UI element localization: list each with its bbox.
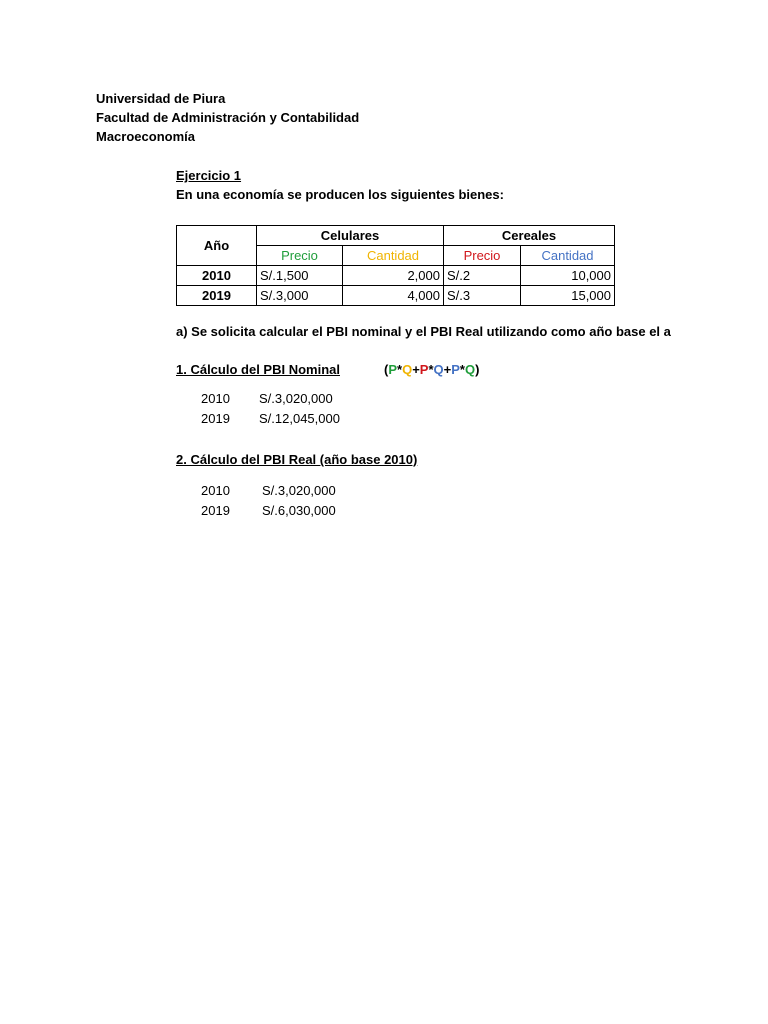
university-name: Universidad de Piura bbox=[96, 91, 226, 106]
nominal-heading: 1. Cálculo del PBI Nominal bbox=[176, 362, 340, 377]
celulares-cantidad-cell: 4,000 bbox=[343, 286, 444, 306]
table-header-row bbox=[177, 226, 615, 246]
cereales-cantidad-cell: 10,000 bbox=[521, 266, 615, 286]
real-year-2010: 2010 bbox=[201, 483, 230, 498]
course-name: Macroeconomía bbox=[96, 129, 195, 144]
nominal-year-2019: 2019 bbox=[201, 411, 230, 426]
celulares-cantidad-cell: 2,000 bbox=[343, 266, 444, 286]
nominal-year-2010: 2010 bbox=[201, 391, 230, 406]
cereales-precio-cell: S/.3 bbox=[444, 286, 521, 306]
row-year: 2010 bbox=[177, 266, 257, 286]
real-year-2019: 2019 bbox=[201, 503, 230, 518]
celulares-cantidad-header: Cantidad bbox=[343, 246, 444, 266]
celulares-precio-header: Precio bbox=[257, 246, 343, 266]
celulares-precio-cell: S/.1,500 bbox=[257, 266, 343, 286]
row-year: 2019 bbox=[177, 286, 257, 306]
celulares-precio-cell: S/.3,000 bbox=[257, 286, 343, 306]
real-value-2019: S/.6,030,000 bbox=[262, 503, 336, 518]
exercise-intro: En una economía se producen los siguientes bienes: bbox=[176, 187, 504, 202]
table-row bbox=[177, 286, 615, 306]
nominal-value-2019: S/.12,045,000 bbox=[259, 411, 340, 426]
cereales-cantidad-cell: 15,000 bbox=[521, 286, 615, 306]
nominal-formula: (P*Q+P*Q+P*Q) bbox=[384, 362, 480, 377]
exercise-title: Ejercicio 1 bbox=[176, 168, 242, 183]
nominal-value-2010: S/.3,020,000 bbox=[259, 391, 333, 406]
cereales-precio-cell: S/.2 bbox=[444, 266, 521, 286]
year-header: Año bbox=[177, 226, 257, 266]
cereales-cantidad-header: Cantidad bbox=[521, 246, 615, 266]
real-heading: 2. Cálculo del PBI Real (año base 2010) bbox=[176, 452, 418, 467]
cereales-precio-header: Precio bbox=[444, 246, 521, 266]
real-value-2010: S/.3,020,000 bbox=[262, 483, 336, 498]
table-row bbox=[177, 266, 615, 286]
question-a: a) Se solicita calcular el PBI nominal y el PBI Real utilizando como año base el a bbox=[176, 324, 671, 339]
faculty-name: Facultad de Administración y Contabilidad bbox=[96, 110, 360, 125]
production-table bbox=[176, 225, 615, 306]
cereales-header: Cereales bbox=[444, 226, 615, 246]
celulares-header: Celulares bbox=[257, 226, 444, 246]
